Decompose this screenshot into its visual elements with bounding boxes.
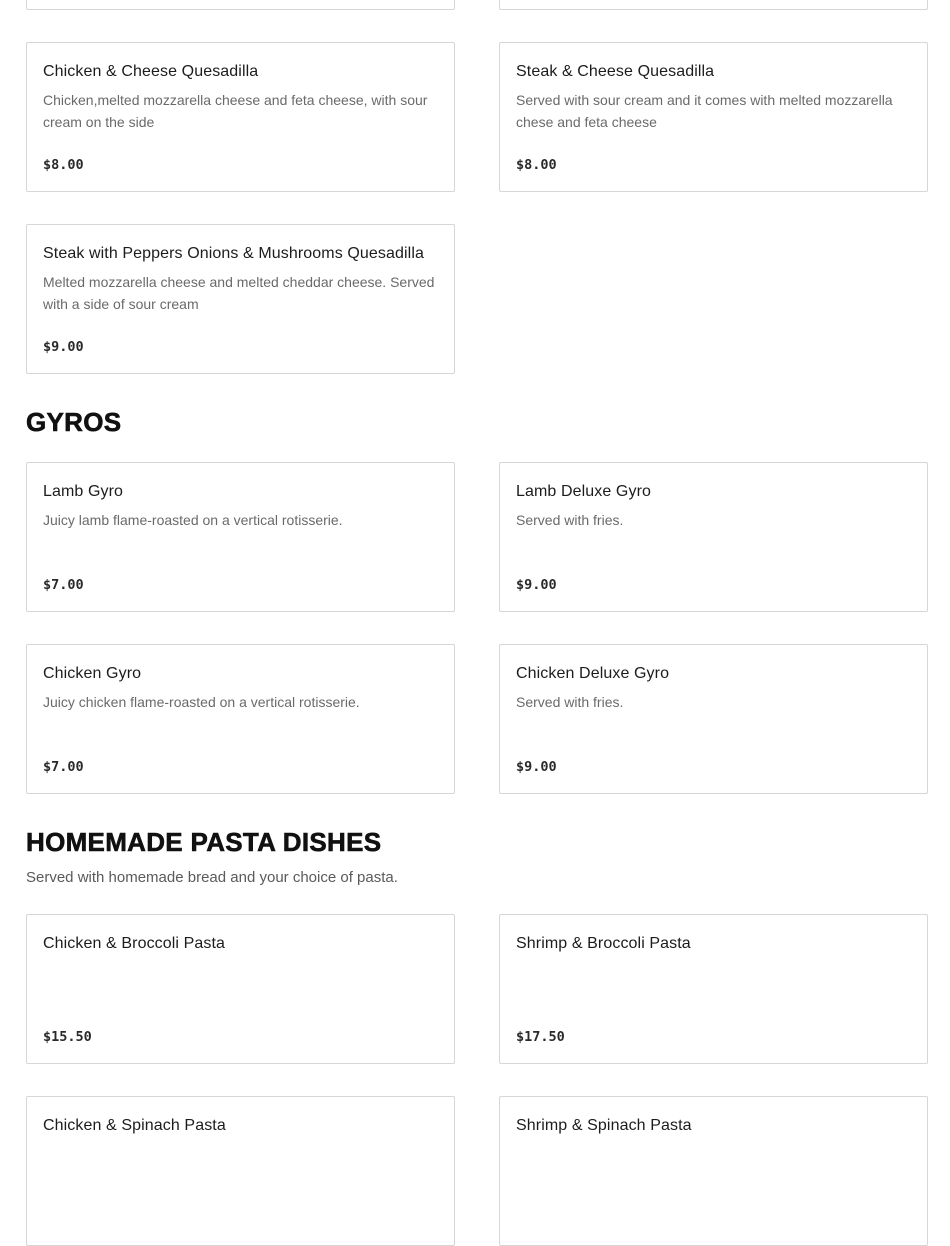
menu-item-card[interactable] <box>499 42 928 192</box>
section-title-gyros: GYROS <box>26 407 122 437</box>
menu-item-card[interactable] <box>499 462 928 612</box>
menu-item-price: $7.00 <box>43 577 84 593</box>
menu-item-name: Chicken & Spinach Pasta <box>43 1117 226 1134</box>
menu-item-card[interactable] <box>26 0 455 10</box>
menu-item-price: $9.00 <box>43 339 84 355</box>
menu-item-card[interactable] <box>26 224 455 374</box>
menu-item-card[interactable] <box>499 914 928 1064</box>
menu-item-name: Shrimp & Spinach Pasta <box>516 1117 692 1134</box>
menu-item-description: Chicken,melted mozzarella cheese and feta cheese, with sour cream on the side <box>43 92 428 130</box>
menu-item-description: Served with fries. <box>516 694 624 710</box>
menu-item-description: Melted mozzarella cheese and melted cheddar cheese. Served with a side of sour cream <box>43 274 435 312</box>
menu-item-card[interactable] <box>26 1096 455 1246</box>
menu-item-price: $8.00 <box>43 157 84 173</box>
menu-item-price: $15.50 <box>43 1029 92 1045</box>
menu-item-description: Served with sour cream and it comes with melted mozzarella chese and feta cheese <box>516 92 893 130</box>
menu-item-price: $9.00 <box>516 759 557 775</box>
menu-item-price: $7.00 <box>43 759 84 775</box>
menu-item-price: $17.50 <box>516 1029 565 1045</box>
menu-item-price: $9.00 <box>516 577 557 593</box>
menu-item-name: Lamb Gyro <box>43 483 124 500</box>
section-description: Served with homemade bread and your choice of pasta. <box>26 869 398 886</box>
menu-item-card[interactable] <box>499 0 928 10</box>
menu-item-description: Juicy lamb flame-roasted on a vertical rotisserie. <box>43 512 343 528</box>
menu-item-card[interactable] <box>26 462 455 612</box>
menu-item-name: Chicken Gyro <box>43 665 142 682</box>
menu-item-name: Lamb Deluxe Gyro <box>516 483 651 500</box>
menu-item-card[interactable] <box>26 914 455 1064</box>
menu-item-name: Steak & Cheese Quesadilla <box>516 63 715 80</box>
menu-item-card[interactable] <box>26 42 455 192</box>
menu-item-name: Chicken Deluxe Gyro <box>516 665 670 682</box>
menu-item-name: Chicken & Cheese Quesadilla <box>43 63 259 80</box>
menu-item-name: Shrimp & Broccoli Pasta <box>516 935 691 952</box>
menu-item-name: Steak with Peppers Onions & Mushrooms Quesadilla <box>43 245 424 262</box>
menu-item-card[interactable] <box>26 644 455 794</box>
menu-item-card[interactable] <box>499 1096 928 1246</box>
section-title-pasta: HOMEMADE PASTA DISHES <box>26 827 382 857</box>
menu-item-name: Chicken & Broccoli Pasta <box>43 935 226 952</box>
menu-item-price: $8.00 <box>516 157 557 173</box>
menu-item-card[interactable] <box>499 644 928 794</box>
menu-item-description: Served with fries. <box>516 512 624 528</box>
menu-item-description: Juicy chicken flame-roasted on a vertical rotisserie. <box>43 694 360 710</box>
